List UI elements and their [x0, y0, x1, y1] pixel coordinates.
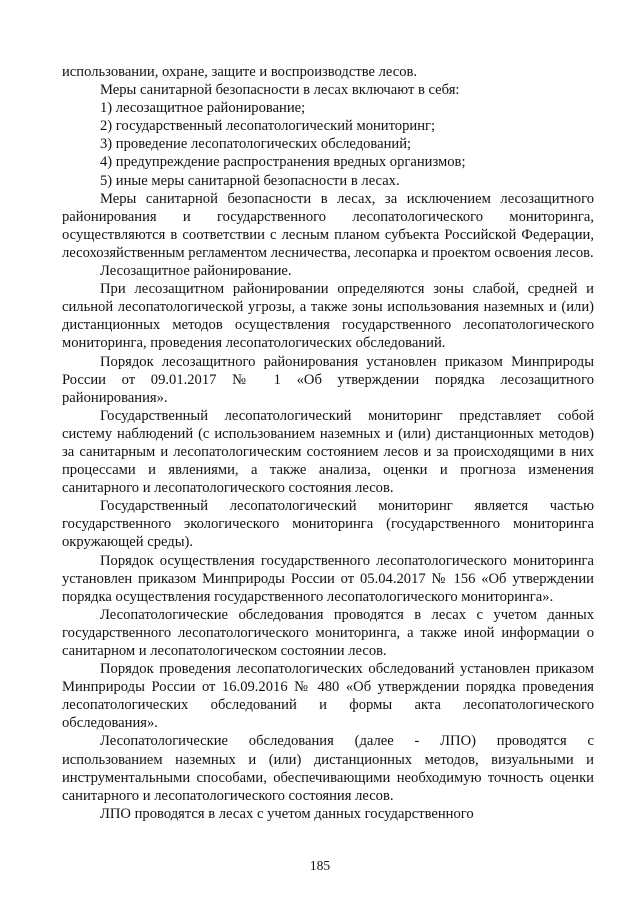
- paragraph-lpo-continued: ЛПО проводятся в лесах с учетом данных государственного: [100, 805, 474, 822]
- paragraph-zoning-order: Порядок лесозащитного районирования установлен приказом Минприроды России от 09.01.2017 № 1 «Об утверждении порядка лесозащитного районирования».: [62, 353, 594, 406]
- paragraph-monitoring-part: Государственный лесопатологический мониторинг является частью государственного экологического мониторинга (государственного мониторинга окружающей среды).: [62, 498, 594, 551]
- body-text: [62, 63, 594, 823]
- paragraph-top-fragment: использовании, охране, защите и воспроизводстве лесов.: [62, 64, 418, 80]
- paragraph-lpo-methods: Лесопатологические обследования (далее - ЛПО) проводятся с использованием наземных и (или) дистанционных методов, визуальными и инструментальными способами, обеспечивающими необходимую точность оценки санитарного и лесопатологического состояния лесов.: [62, 733, 594, 804]
- paragraph-sanitary-intro: Меры санитарной безопасности в лесах включают в себя:: [100, 82, 460, 99]
- paragraph-surveys-conducted: Лесопатологические обследования проводятся в лесах с учетом данных государственного лесопатологического мониторинга, а также иной информации о санитарном и лесопатологическом состоянии лесов.: [62, 606, 594, 659]
- list-item-1: 1) лесозащитное районирование;: [100, 100, 306, 117]
- paragraph-surveys-order: Порядок проведения лесопатологических обследований установлен приказом Минприроды России от 16.09.2016 № 480 «Об утверждении порядка проведения лесопатологических обследований и формы акта лесопатологического обследования».: [62, 661, 594, 732]
- list-item-3: 3) проведение лесопатологических обследований;: [100, 136, 412, 153]
- list-item-2: 2) государственный лесопатологический мониторинг;: [100, 118, 436, 135]
- paragraph-monitoring-order: Порядок осуществления государственного лесопатологического мониторинга установлен приказом Минприроды России от 05.04.2017 № 156 «Об утверждении порядка осуществления государственного лесопатологического мониторинга».: [62, 552, 594, 605]
- paragraph-monitoring-definition: Государственный лесопатологический мониторинг представляет собой систему наблюдений (с использованием наземных и (или) дистанционных методов) за санитарным и лесопатологическим состоянием лесов и за происходящими в них процессами и явлениями, а также анализа, оценки и прогноза изменения санитарного и лесопатологического состояния лесов.: [62, 407, 594, 497]
- paragraph-zoning-threat-zones: При лесозащитном районировании определяются зоны слабой, средней и сильной лесопатологической угрозы, а также зоны использования наземных и (или) дистанционных методов осуществления государственного лесопатологического мониторинга, проведения лесопатологических обследований.: [62, 281, 594, 352]
- page-number: 185: [309, 858, 331, 873]
- paragraph-sanitary-measures: Меры санитарной безопасности в лесах, за исключением лесозащитного районирования и государственного лесопатологического мониторинга, осуществляются в соответствии с лесным планом субъекта Российской Федерации, лесохозяйственным регламентом лесничества, лесопарка и проектом освоения лесов.: [62, 190, 594, 261]
- list-item-4: 4) предупреждение распространения вредных организмов;: [100, 154, 466, 171]
- paragraph-zoning-heading: Лесозащитное районирование.: [100, 263, 292, 280]
- list-item-5: 5) иные меры санитарной безопасности в лесах.: [100, 172, 400, 189]
